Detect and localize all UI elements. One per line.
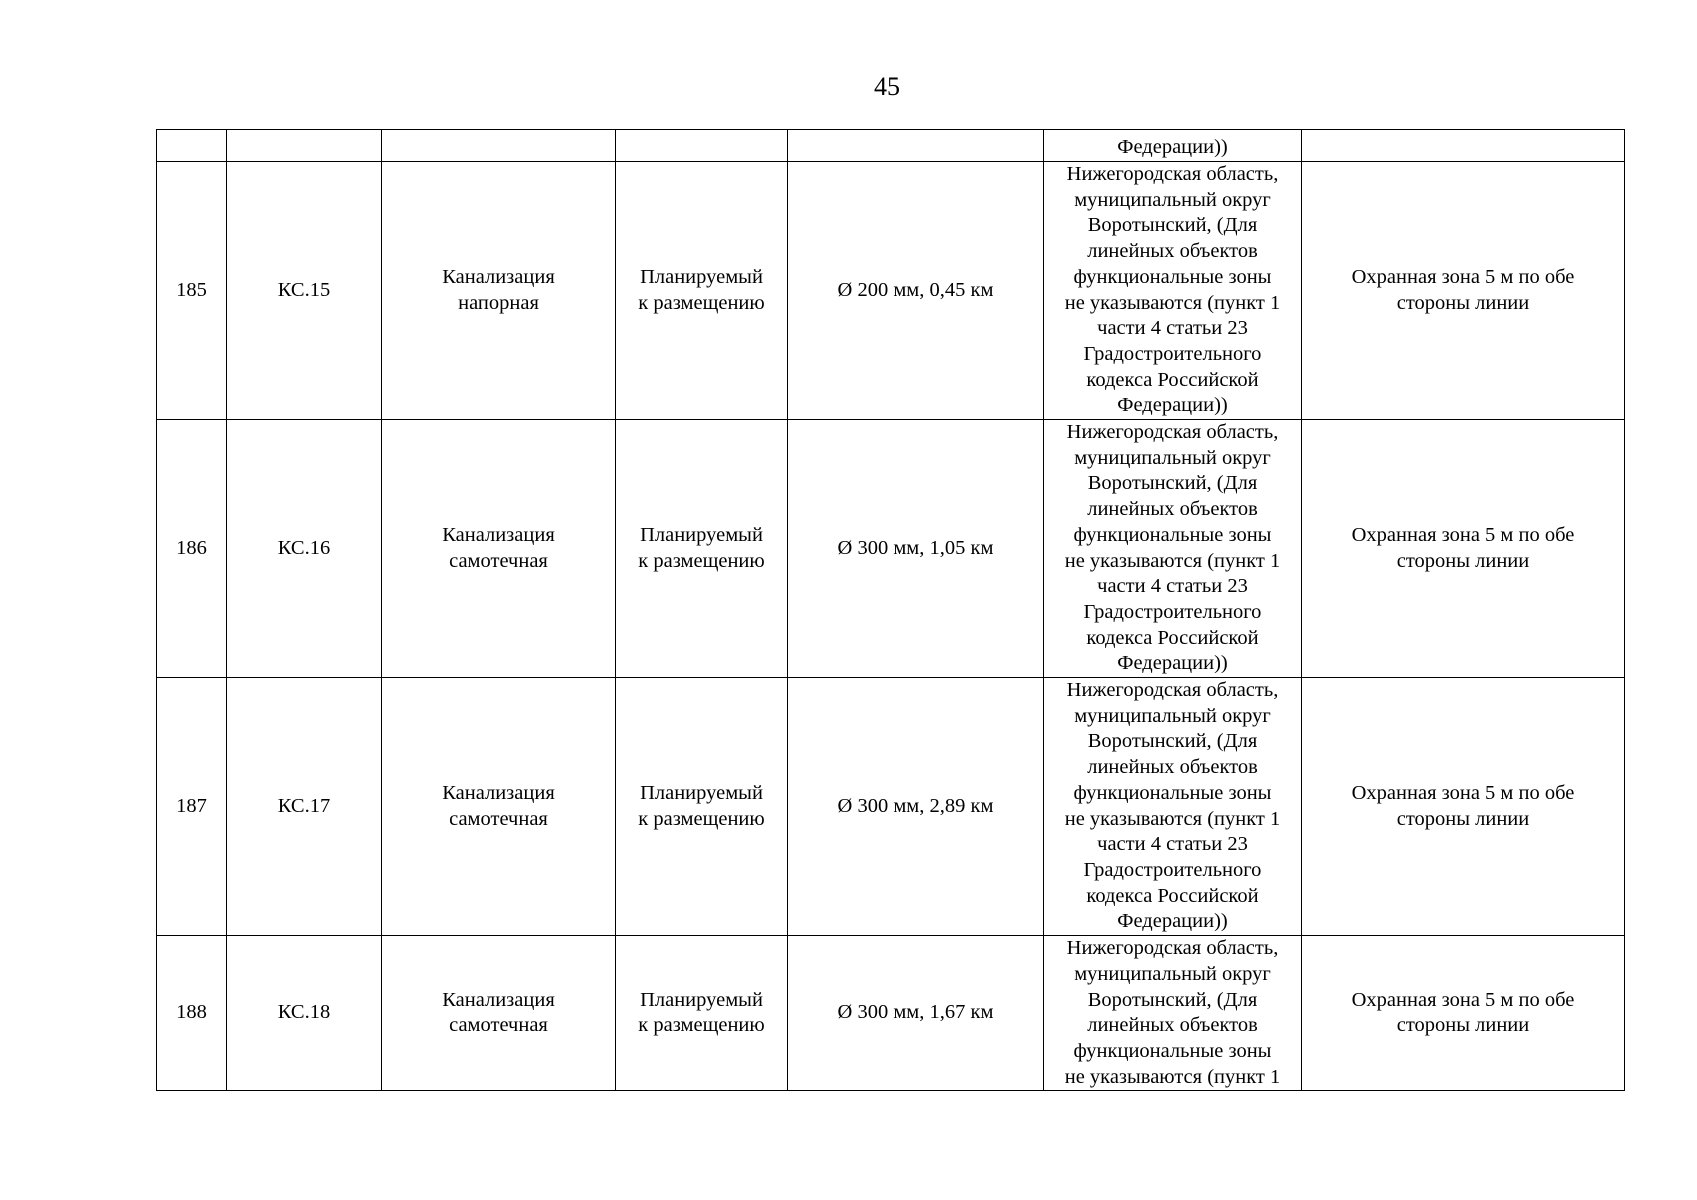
cell-parameters: Ø 200 мм, 0,45 км bbox=[788, 162, 1044, 420]
cell-name bbox=[382, 936, 616, 1091]
cell-line: к размещению bbox=[638, 549, 765, 572]
cell-line: к размещению bbox=[638, 291, 765, 314]
cell-line: линейных объектов bbox=[1087, 1014, 1258, 1037]
cell-zone bbox=[1302, 162, 1625, 420]
cell-line: самотечная bbox=[449, 549, 548, 572]
cell-line: Федерации)) bbox=[1117, 652, 1228, 675]
cell-line: стороны линии bbox=[1396, 549, 1530, 572]
cell-parameters: Ø 300 мм, 1,05 км bbox=[788, 420, 1044, 678]
cell-line: Воротынский, (Для bbox=[1087, 730, 1258, 753]
page-number: 45 bbox=[874, 72, 900, 101]
cell-code: КС.18 bbox=[227, 936, 382, 1091]
cell-line: не указываются (пункт 1 bbox=[1064, 291, 1281, 314]
cell-line: части 4 статьи 23 bbox=[1097, 575, 1248, 598]
cell-line: функциональные зоны bbox=[1073, 781, 1272, 804]
cell-line: муниципальный округ bbox=[1074, 446, 1271, 469]
cell-line: Планируемый bbox=[640, 523, 763, 546]
objects-table bbox=[156, 129, 1625, 1091]
cell-line: Градостроительного bbox=[1083, 858, 1262, 881]
cell-line: линейных объектов bbox=[1087, 756, 1258, 779]
cell-line: функциональные зоны bbox=[1073, 265, 1272, 288]
cell-line: части 4 статьи 23 bbox=[1097, 317, 1248, 340]
cell-line: муниципальный округ bbox=[1074, 188, 1271, 211]
cell-line: Нижегородская область, bbox=[1066, 679, 1279, 702]
cell-code: КС.15 bbox=[227, 162, 382, 420]
cell-line: функциональные зоны bbox=[1073, 523, 1272, 546]
cell-line: муниципальный округ bbox=[1074, 962, 1271, 985]
cell-line: самотечная bbox=[449, 1014, 548, 1037]
cell-line: Канализация bbox=[442, 781, 555, 804]
cell-number: 187 bbox=[157, 678, 227, 936]
continuation-row bbox=[157, 130, 1625, 162]
cell-line: линейных объектов bbox=[1087, 240, 1258, 263]
cell-number: 185 bbox=[157, 162, 227, 420]
cell-location bbox=[1044, 936, 1302, 1091]
cell-line: Федерации)) bbox=[1117, 394, 1228, 417]
cell-code: КС.16 bbox=[227, 420, 382, 678]
cell-line: Канализация bbox=[442, 265, 555, 288]
cell-line: Нижегородская область, bbox=[1066, 421, 1279, 444]
cell-line: самотечная bbox=[449, 807, 548, 830]
cell-line: Градостроительного bbox=[1083, 342, 1262, 365]
cell-line: Нижегородская область, bbox=[1066, 163, 1279, 185]
cell-parameters: Ø 300 мм, 1,67 км bbox=[788, 936, 1044, 1091]
cell-zone bbox=[1302, 420, 1625, 678]
cell-line: Нижегородская область, bbox=[1066, 937, 1279, 960]
cell-status bbox=[616, 420, 788, 678]
cell-line: Охранная зона 5 м по обе bbox=[1351, 523, 1575, 546]
cell-line: не указываются (пункт 1 bbox=[1064, 549, 1281, 572]
cell-line: Охранная зона 5 м по обе bbox=[1351, 265, 1575, 288]
cell-number: 186 bbox=[157, 420, 227, 678]
cell-line: Воротынский, (Для bbox=[1087, 472, 1258, 495]
cell-name bbox=[382, 678, 616, 936]
cell-status bbox=[616, 936, 788, 1091]
cell-empty bbox=[1302, 130, 1625, 162]
cell-status bbox=[616, 162, 788, 420]
cell-line: линейных объектов bbox=[1087, 498, 1258, 521]
cell-line: Воротынский, (Для bbox=[1087, 214, 1258, 237]
cell-code: КС.17 bbox=[227, 678, 382, 936]
cell-line: Канализация bbox=[442, 523, 555, 546]
cell-line: Планируемый bbox=[640, 988, 763, 1011]
cell-name bbox=[382, 420, 616, 678]
cell-line: стороны линии bbox=[1396, 807, 1530, 830]
cell-line: Планируемый bbox=[640, 265, 763, 288]
cell-line: части 4 статьи 23 bbox=[1097, 833, 1248, 856]
cell-line: Охранная зона 5 м по обе bbox=[1351, 781, 1575, 804]
cell-line: к размещению bbox=[638, 1014, 765, 1037]
cell-line: напорная bbox=[458, 291, 539, 314]
cell-line: Канализация bbox=[442, 988, 555, 1011]
cell-name bbox=[382, 162, 616, 420]
cell-zone bbox=[1302, 678, 1625, 936]
table-row bbox=[157, 936, 1625, 1091]
cell-location bbox=[1044, 162, 1302, 420]
cell-empty bbox=[227, 130, 382, 162]
cell-line: кодекса Российской bbox=[1086, 626, 1259, 649]
cell-empty bbox=[788, 130, 1044, 162]
cell-line: не указываются (пункт 1 bbox=[1064, 807, 1281, 830]
cell-number: 188 bbox=[157, 936, 227, 1091]
cell-status bbox=[616, 678, 788, 936]
cell-line: Воротынский, (Для bbox=[1087, 988, 1258, 1011]
cell-line: Охранная зона 5 м по обе bbox=[1351, 988, 1575, 1011]
cell-empty bbox=[382, 130, 616, 162]
cell-location bbox=[1044, 420, 1302, 678]
cell-zone bbox=[1302, 936, 1625, 1091]
cell-line: стороны линии bbox=[1396, 291, 1530, 314]
table-row bbox=[157, 162, 1625, 420]
cell-location bbox=[1044, 678, 1302, 936]
table-row bbox=[157, 420, 1625, 678]
table-row bbox=[157, 678, 1625, 936]
cell-line: Федерации)) bbox=[1117, 910, 1228, 933]
cell-empty bbox=[616, 130, 788, 162]
cell-line: Градостроительного bbox=[1083, 600, 1262, 623]
cell-line: стороны линии bbox=[1396, 1014, 1530, 1037]
cell-line: Планируемый bbox=[640, 781, 763, 804]
cell-line: функциональные зоны bbox=[1073, 1039, 1272, 1062]
cell-line: к размещению bbox=[638, 807, 765, 830]
cell-line: кодекса Российской bbox=[1086, 368, 1259, 391]
cell-location-tail: Федерации)) bbox=[1044, 130, 1302, 162]
cell-empty bbox=[157, 130, 227, 162]
cell-line: муниципальный округ bbox=[1074, 704, 1271, 727]
cell-line: не указываются (пункт 1 bbox=[1064, 1065, 1281, 1088]
cell-line: кодекса Российской bbox=[1086, 884, 1259, 907]
cell-parameters: Ø 300 мм, 2,89 км bbox=[788, 678, 1044, 936]
